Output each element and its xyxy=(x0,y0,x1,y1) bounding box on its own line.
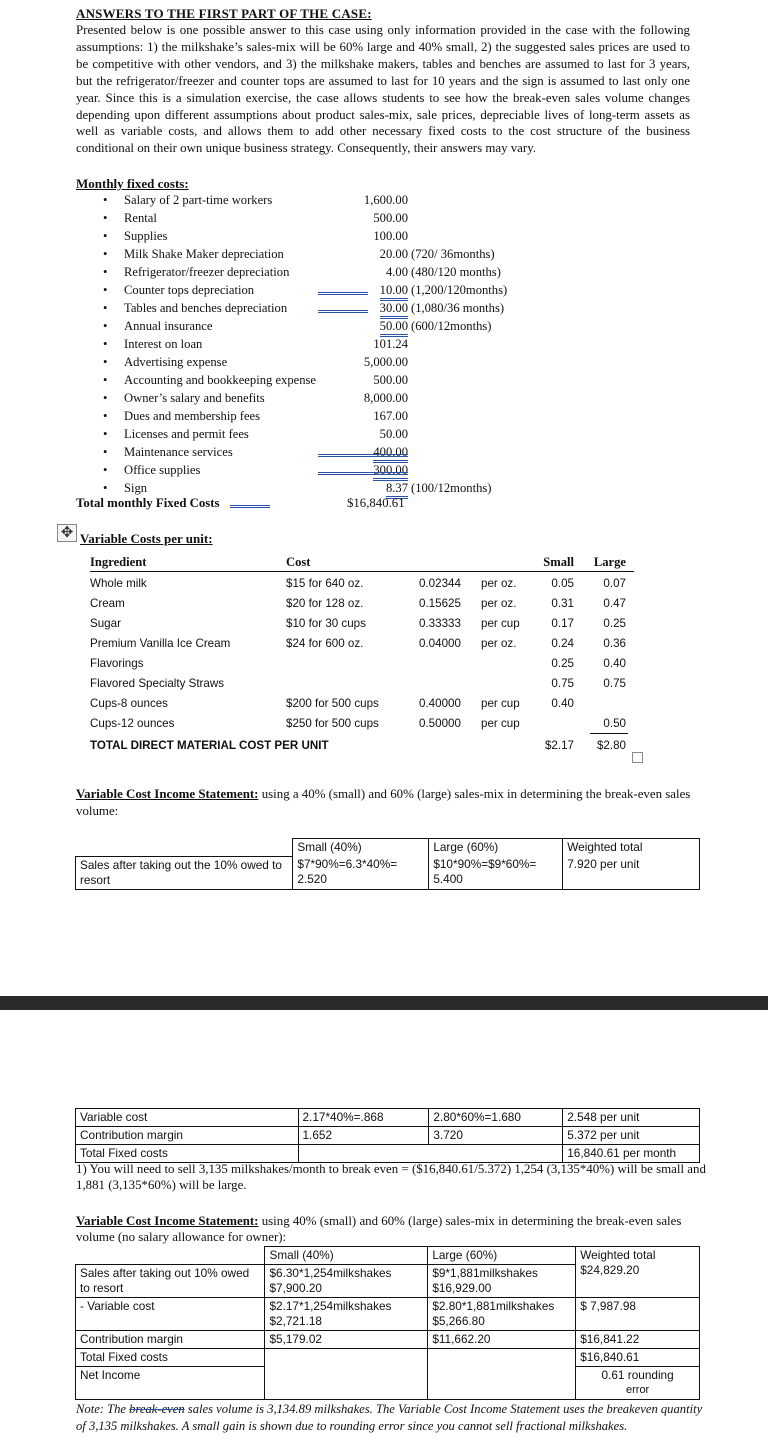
blank-cell xyxy=(428,1349,576,1367)
fixed-cost-label: Owner’s salary and benefits xyxy=(124,391,265,405)
small-cost: 0.17 xyxy=(551,617,574,630)
fixed-cost-label: Office supplies xyxy=(124,463,201,477)
unit-cost: 0.33333 xyxy=(419,617,461,630)
small-cost: 0.25 xyxy=(551,657,574,670)
sales-label: Sales after taking out the 10% owed to resort xyxy=(76,856,293,889)
table-row xyxy=(0,697,768,717)
bullet: • xyxy=(103,301,108,315)
unit-cost: 0.40000 xyxy=(419,697,461,710)
unit-basis: per oz. xyxy=(481,637,517,650)
bullet: • xyxy=(103,265,108,279)
ni-label: Net Income xyxy=(76,1367,265,1400)
header-cost: Cost xyxy=(286,555,311,569)
fixed-cost-amount: 8,000.00 xyxy=(363,391,408,405)
blank-cell xyxy=(265,1367,428,1400)
statement2-title-bold: Variable Cost Income Statement: xyxy=(76,1214,259,1228)
total-small: $2.17 xyxy=(544,739,574,752)
fixed-cost-amount: 100.00 xyxy=(373,229,408,243)
note-rest: sales volume is 3,134.89 milkshakes. The Variable Cost Income Statement uses the breakeven quantity of 3,135 milkshakes. A small gain is shown due to rounding error since you cannot sell fractional milkshakes. xyxy=(76,1402,703,1433)
cm-large: 3.720 xyxy=(429,1127,563,1145)
table-row xyxy=(0,597,768,617)
var-large-value: $5,266.80 xyxy=(432,1314,485,1328)
bullet: • xyxy=(103,355,108,369)
unit-basis: per oz. xyxy=(481,597,517,610)
total-large: $2.80 xyxy=(596,739,626,752)
edit-mark-underline xyxy=(318,472,408,475)
header-rule xyxy=(90,571,634,572)
unit-cost: 0.15625 xyxy=(419,597,461,610)
edit-mark-underline xyxy=(318,310,368,313)
bulk-cost: $10 for 30 cups xyxy=(286,617,366,630)
fixed-cost-row xyxy=(0,373,768,391)
fixed-cost-amount: 50.00 xyxy=(380,319,408,337)
bullet: • xyxy=(103,193,108,207)
cm-weighted: 5.372 per unit xyxy=(563,1127,700,1145)
table-row xyxy=(0,637,768,657)
fixed-cost-row xyxy=(0,229,768,247)
sales-large-value: 5.400 xyxy=(433,872,463,886)
note-prefix: Note: The xyxy=(76,1402,130,1416)
var-weighted: 2.548 per unit xyxy=(563,1109,700,1127)
statement2-title-rest: using 40% (small) and 60% (large) sales-mix in determining the break-even sales volume (no salary allowance for owner): xyxy=(76,1214,682,1244)
fixed-cost-row xyxy=(0,211,768,229)
fixed-cost-label: Maintenance services xyxy=(124,445,233,459)
small-cost: 0.31 xyxy=(551,597,574,610)
ingredient: Whole milk xyxy=(90,577,147,590)
fixed-cost-label: Sign xyxy=(124,481,148,495)
fixed-cost-amount: 8.37 xyxy=(386,481,408,499)
fixed-cost-row xyxy=(0,283,768,301)
fixed-cost-label: Annual insurance xyxy=(124,319,213,333)
footnote xyxy=(76,1401,706,1435)
fixed-cost-row xyxy=(0,193,768,211)
var-weighted: $ 7,987.98 xyxy=(576,1298,700,1331)
col-weighted: Weighted total xyxy=(563,839,700,857)
header-ingredient: Ingredient xyxy=(90,555,147,569)
fixed-cost-row xyxy=(0,355,768,373)
breakeven-answer: 1) You will need to sell 3,135 milkshakes/month to break even = ($16,840.61/5.372) 1,254 (3,135*40%) will be small and 1,881 (3,135*60%) will be large. xyxy=(76,1162,706,1192)
fixed-cost-amount: 101.24 xyxy=(373,337,408,351)
bullet: • xyxy=(103,319,108,333)
cm-small: 1.652 xyxy=(298,1127,429,1145)
var-label: - Variable cost xyxy=(76,1298,265,1331)
fixed-cost-label: Counter tops depreciation xyxy=(124,283,255,297)
bullet: • xyxy=(103,481,108,495)
large-cost: 0.36 xyxy=(603,637,626,650)
ingredient: Sugar xyxy=(90,617,121,630)
fixed-cost-row xyxy=(0,319,768,337)
sales-label: Sales after taking out 10% owed to resort xyxy=(76,1265,265,1298)
small-cost: 0.05 xyxy=(551,577,574,590)
bullet: • xyxy=(103,337,108,351)
fixed-cost-label: Interest on loan xyxy=(124,337,203,351)
fixed-cost-amount: 300.00 xyxy=(373,463,408,481)
fixed-cost-row xyxy=(0,427,768,445)
bullet: • xyxy=(103,445,108,459)
fixed-cost-amount: 500.00 xyxy=(373,373,408,387)
fixed-cost-label: Rental xyxy=(124,211,157,225)
bullet: • xyxy=(103,427,108,441)
unit-basis: per cup xyxy=(481,617,520,630)
fixed-cost-note: (480/120 months) xyxy=(411,265,501,279)
fixed-cost-row xyxy=(0,265,768,283)
page-separator xyxy=(0,996,768,1010)
bullet: • xyxy=(103,391,108,405)
large-cost: 0.07 xyxy=(603,577,626,590)
large-cost: 0.75 xyxy=(603,677,626,690)
fixed-cost-row xyxy=(0,301,768,319)
fixed-cost-label: Licenses and permit fees xyxy=(124,427,249,441)
bullet: • xyxy=(103,229,108,243)
var-small-calc: $2.17*1,254milkshakes xyxy=(269,1299,392,1313)
statement1-table-top xyxy=(75,838,700,890)
blank-cell xyxy=(428,1367,576,1400)
cm-large: $11,662.20 xyxy=(428,1331,576,1349)
sales-large-value: $16,929.00 xyxy=(432,1281,492,1295)
cm-weighted: $16,841.22 xyxy=(576,1331,700,1349)
sales-small-value: 2.520 xyxy=(297,872,327,886)
sales-weighted-cell xyxy=(576,1247,700,1298)
statement1-title-rest: using a 40% (small) and 60% (large) sales-mix in determining the break-even sales volume: xyxy=(76,787,691,818)
var-small-value: $2,721.18 xyxy=(269,1314,322,1328)
small-cost: 0.75 xyxy=(551,677,574,690)
var-large-calc: $2.80*1,881milkshakes xyxy=(432,1299,555,1313)
blank-cell xyxy=(429,1145,563,1163)
table-move-handle-icon[interactable]: ✥ xyxy=(57,524,77,542)
fixed-cost-row xyxy=(0,391,768,409)
edit-mark-underline xyxy=(318,454,408,457)
ingredient: Flavored Specialty Straws xyxy=(90,677,225,690)
sales-small-calc: $6.30*1,254milkshakes xyxy=(269,1266,392,1280)
ingredient: Cups-12 ounces xyxy=(90,717,175,730)
fixed-cost-note: (1,080/36 months) xyxy=(411,301,505,315)
statement1-title xyxy=(76,786,696,820)
fixed-cost-amount: 167.00 xyxy=(373,409,408,423)
large-cost: 0.40 xyxy=(603,657,626,670)
sales-small-calc: $7*90%=6.3*40%= xyxy=(297,857,398,871)
fixed-cost-label: Milk Shake Maker depreciation xyxy=(124,247,284,261)
variable-costs-header-row xyxy=(0,555,768,575)
col-large: Large (60%) xyxy=(428,1247,576,1265)
ingredient: Flavorings xyxy=(90,657,144,670)
fixed-cost-amount: 500.00 xyxy=(373,211,408,225)
fixed-cost-label: Dues and membership fees xyxy=(124,409,261,423)
ni-weighted: 0.61 rounding xyxy=(601,1368,674,1382)
cm-label: Contribution margin xyxy=(76,1127,299,1145)
bulk-cost: $20 for 128 oz. xyxy=(286,597,364,610)
cm-small: $5,179.02 xyxy=(265,1331,428,1349)
header-large: Large xyxy=(593,555,626,569)
small-cost: 0.24 xyxy=(551,637,574,650)
sales-large-calc: $9*1,881milkshakes xyxy=(432,1266,538,1280)
fixed-cost-note: (1,200/120months) xyxy=(411,283,508,297)
fixed-cost-label: Accounting and bookkeeping expense xyxy=(124,373,316,387)
unit-cost: 0.02344 xyxy=(419,577,461,590)
fixed-cost-amount: 400.00 xyxy=(373,445,408,463)
col-small: Small (40%) xyxy=(293,839,429,857)
fixed-cost-amount: 5,000.00 xyxy=(363,355,408,369)
unit-basis: per cup xyxy=(481,697,520,710)
table-row xyxy=(0,717,768,737)
intro-paragraph: Presented below is one possible answer to this case using only information provided in the case with the following assumptions: 1) the milkshake’s sales-mix will be 60% large and 40% small, 2) the suggested sales prices are used to be competitive with other vendors, and 3) the milkshake makers, tables and benches are assumed to last for 3 years, but the refrigerator/freezer and counter tops are assumed to last for 10 years and the sign is assumed to last only one year. Since this is a simulation exercise, the case allows students to see how the break-even sales volume changes depending upon different assumptions about product sales-mix, sale prices, depreciable lives of long-term assets as well as variable costs, and allows them to add other necessary fixed costs to the cost structure of the business conditional on their own unique business strategy. Consequently, their answers may vary. xyxy=(76,23,690,156)
fixed-cost-amount: 20.00 xyxy=(379,247,408,261)
bulk-cost: $15 for 640 oz. xyxy=(286,577,364,590)
total-direct-label: TOTAL DIRECT MATERIAL COST PER UNIT xyxy=(90,739,329,752)
sales-large-calc: $10*90%=$9*60%= xyxy=(433,857,537,871)
table-row xyxy=(0,617,768,637)
sales-small-value: $7,900.20 xyxy=(269,1281,322,1295)
col-weighted: Weighted total xyxy=(580,1248,656,1262)
bullet: • xyxy=(103,247,108,261)
fixed-cost-note: (100/12months) xyxy=(411,481,492,495)
var-label: Variable cost xyxy=(76,1109,299,1127)
ingredient: Premium Vanilla Ice Cream xyxy=(90,637,231,650)
edit-mark-underline xyxy=(318,292,368,295)
edit-mark-underline xyxy=(230,505,270,508)
table-row xyxy=(0,657,768,677)
variable-costs-heading: Variable Costs per unit: xyxy=(80,531,213,546)
bullet: • xyxy=(103,211,108,225)
fixed-cost-row xyxy=(0,409,768,427)
tfc-weighted: 16,840.61 per month xyxy=(563,1145,700,1163)
bulk-cost: $200 for 500 cups xyxy=(286,697,379,710)
statement2-title xyxy=(76,1213,696,1245)
tfc-label: Total Fixed costs xyxy=(76,1145,299,1163)
fixed-cost-note: (720/ 36months) xyxy=(411,247,495,261)
unit-basis: per cup xyxy=(481,717,520,730)
var-small: 2.17*40%=.868 xyxy=(298,1109,429,1127)
ni-weighted-note: error xyxy=(626,1384,650,1396)
statement1-title-bold: Variable Cost Income Statement: xyxy=(76,787,259,801)
col-small: Small (40%) xyxy=(265,1247,428,1265)
small-cost: 0.40 xyxy=(551,697,574,710)
blank-cell xyxy=(76,1247,265,1265)
table-row xyxy=(0,577,768,597)
var-large: 2.80*60%=1.680 xyxy=(429,1109,563,1127)
table-row xyxy=(0,677,768,697)
fixed-cost-label: Supplies xyxy=(124,229,168,243)
bullet: • xyxy=(103,373,108,387)
fixed-cost-row xyxy=(0,247,768,265)
note-struck-word: break-even xyxy=(129,1402,185,1416)
fixed-cost-label: Salary of 2 part-time workers xyxy=(124,193,273,207)
unit-basis: per oz. xyxy=(481,577,517,590)
fixed-cost-note: (600/12months) xyxy=(411,319,492,333)
blank-cell xyxy=(298,1145,429,1163)
cm-label: Contribution margin xyxy=(76,1331,265,1349)
ingredient: Cream xyxy=(90,597,125,610)
bullet: • xyxy=(103,409,108,423)
total-fixed-label: Total monthly Fixed Costs xyxy=(76,496,220,510)
bullet: • xyxy=(103,283,108,297)
fixed-costs-heading: Monthly fixed costs: xyxy=(76,176,189,191)
total-rule xyxy=(590,733,628,734)
fixed-cost-amount: 4.00 xyxy=(385,265,408,279)
section-title: ANSWERS TO THE FIRST PART OF THE CASE: xyxy=(76,6,372,21)
sales-weighted: $24,829.20 xyxy=(580,1263,640,1277)
total-fixed-value: $16,840.61 xyxy=(347,496,405,510)
fixed-cost-label: Advertising expense xyxy=(124,355,228,369)
large-cost: 0.50 xyxy=(603,717,626,730)
variable-costs-total-row xyxy=(0,739,768,759)
fixed-cost-amount: 1,600.00 xyxy=(363,193,408,207)
large-cost: 0.47 xyxy=(603,597,626,610)
tfc-label: Total Fixed costs xyxy=(76,1349,265,1367)
statement2-table xyxy=(75,1246,700,1400)
blank-cell xyxy=(265,1349,428,1367)
sales-weighted: 7.920 per unit xyxy=(563,856,700,889)
statement1-table-bottom xyxy=(75,1108,700,1163)
tfc-weighted: $16,840.61 xyxy=(576,1349,700,1367)
resize-handle-icon[interactable] xyxy=(632,752,643,763)
bulk-cost: $24 for 600 oz. xyxy=(286,637,364,650)
fixed-cost-label: Refrigerator/freezer depreciation xyxy=(124,265,290,279)
blank-cell xyxy=(76,839,293,857)
fixed-cost-amount: 30.00 xyxy=(380,301,408,319)
ingredient: Cups-8 ounces xyxy=(90,697,168,710)
header-small: Small xyxy=(543,555,574,569)
unit-cost: 0.04000 xyxy=(419,637,461,650)
col-large: Large (60%) xyxy=(429,839,563,857)
fixed-cost-amount: 50.00 xyxy=(379,427,408,441)
large-cost: 0.25 xyxy=(603,617,626,630)
bulk-cost: $250 for 500 cups xyxy=(286,717,379,730)
fixed-cost-row xyxy=(0,337,768,355)
fixed-cost-amount: 10.00 xyxy=(380,283,408,301)
fixed-cost-label: Tables and benches depreciation xyxy=(124,301,288,315)
unit-cost: 0.50000 xyxy=(419,717,461,730)
bullet: • xyxy=(103,463,108,477)
